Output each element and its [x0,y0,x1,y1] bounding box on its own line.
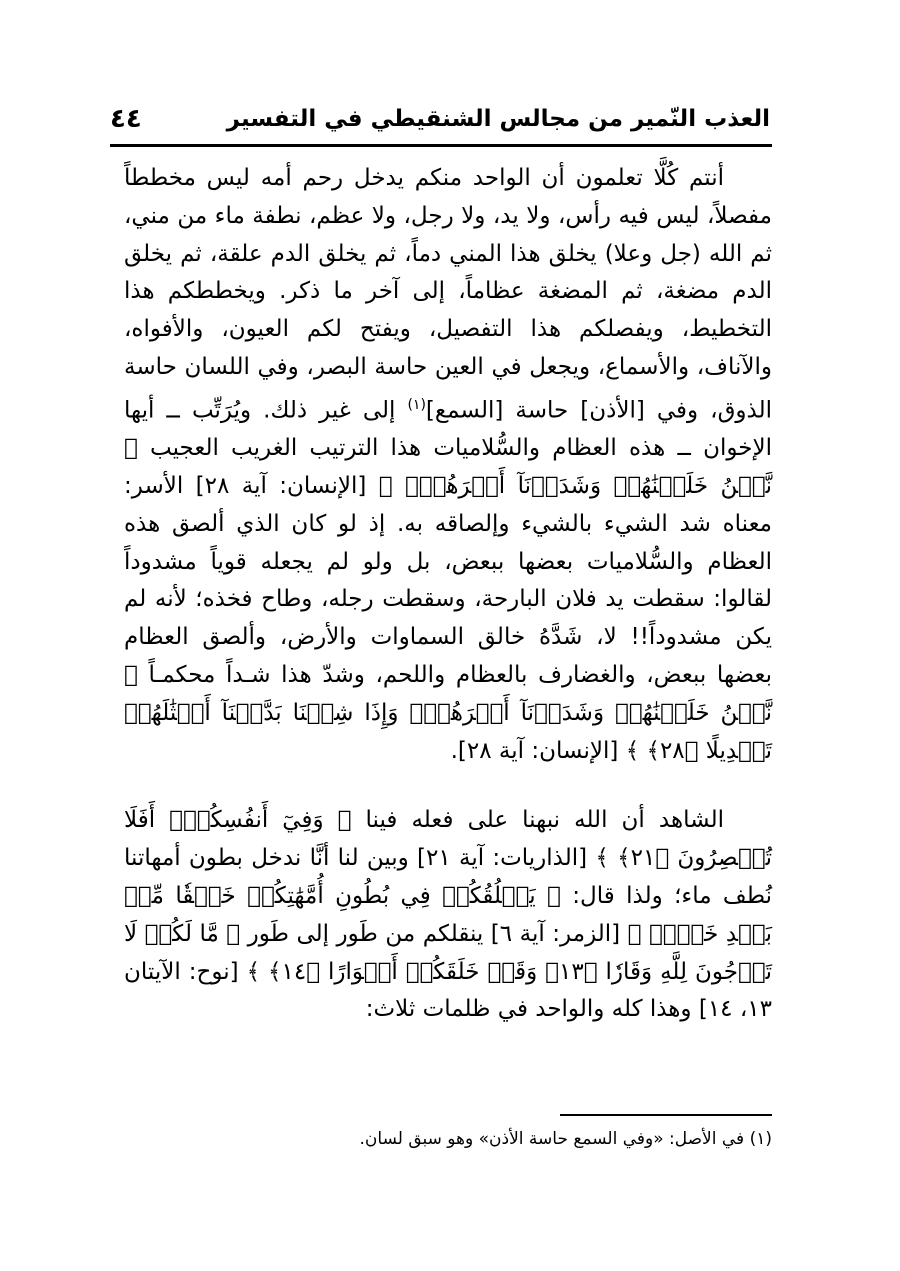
paragraph-text: أنتم كُلَّا تعلمون أن الواحد منكم يدخل رحم أمه ليس مخططاً مفصلاً، ليس فيه رأس، ولا يد، ولا رجل، ولا عظم، نطفة ماء من مني، ثم الله (جل وعلا) يخلق هذا المني دماً، ثم يخلق الدم علقة، ثم يخلق الدم مضغة، ثم المضغة عظاماً، إلى آخر ما ذكر. ويخططكم هذا التخطيط، ويفصلكم هذا التفصيل، ويفتح لكم العيون، والأفواه، والآناف، والأسماع، ويجعل في العين حاسة البصر، وفي اللسان حاسة الذوق، وفي [الأذن] حاسة [السمع] [124,165,772,424]
paragraph-text: إلى غير ذلك. ويُرَتِّب ــ أيها الإخوان ــ هذه العظام والسُّلاميات هذا الترتيب الغريب العجيب [124,397,772,462]
quran-verse: ﴿ نَّحۡنُ خَلَقۡنَٰهُمۡ وَشَدَدۡنَآ أَسۡرَهُمۡۖ وَإِذَا شِئۡنَا بَدَّلۡنَآ أَمۡثَٰلَهُمۡ تَبۡدِيلًا ﴿٢٨﴾ ﴾ [124,662,772,764]
page-number: ٤٤ [110,104,142,134]
paragraph-text: الشاهد أن الله نبهنا على فعله فينا [351,807,725,834]
footnote: (١) في الأصل: «وفي السمع حاسة الأذن» وهو سبق لسان. [359,1129,772,1149]
paragraph-text: [الذاريات: آية ٢١] وبين لنا أنَّا ندخل بطون أمهاتنا نُطف ماء؛ ولذا قال: [124,845,772,909]
quran-verse: ﴿ مَّا لَكُمۡ لَا تَرۡجُونَ لِلَّهِ وَقَارٗا ﴿١٣﴾ وَقَدۡ خَلَقَكُمۡ أَطۡوَارًا ﴿١٤﴾ ﴾ [124,920,772,985]
footnote-marker[interactable]: (١) [407,396,426,413]
body-text [124,160,772,1029]
footnote-divider [560,1114,772,1116]
paragraph-2 [124,802,772,1029]
paragraph-text: [الإنسان: آية ٢٨]. [450,737,626,764]
paragraph-text: [الزمر: آية ٦] ينقلكم من طَور إلى طَور [240,920,628,947]
paragraph-1 [124,160,772,770]
page-header [110,102,770,146]
quran-verse: ﴿ نَّحۡنُ خَلَقۡنَٰهُمۡ وَشَدَدۡنَآ أَسۡرَهُمۡۖ ﴾ [124,435,772,500]
quran-verse: ﴿ يَخۡلُقُكُمۡ فِي بُطُونِ أُمَّهَٰتِكُمۡ خَلۡقٗا مِّنۢ بَعۡدِ خَلۡقٖ ﴾ [124,883,772,947]
paragraph-text: [الإنسان: آية ٢٨] الأسر: معناه شد الشيء بالشيء وإلصاقه به. إذ لو كان الذي ألصق هذه العظام والسُّلاميات بعضها ببعض، بل ولو لم يجعله قوياً مشدوداً لقالوا: سقطت يد فلان البارحة، وسقطت رجله، وطاح فخذه؛ لأنه لم يكن مشدوداً!! لا، شَدَّهُ خالق السماوات والأرض، وألصق العظام بعضها ببعض، والغضارف بالعظام واللحم، وشدّ هذا شـداً محكمـاً [124,473,772,689]
paragraph-text: [نوح: الآيتان ١٣، ١٤] وهذا كله والواحد في ظلمات ثلاث: [124,958,772,1023]
running-title: العذب النّمير من مجالس الشنقيطي في التفسير [226,106,770,132]
quran-verse: ﴿ وَفِيٓ أَنفُسِكُمۡۚ أَفَلَا تُبۡصِرُونَ ﴿٢١﴾ ﴾ [124,807,773,872]
header-divider [110,144,772,147]
